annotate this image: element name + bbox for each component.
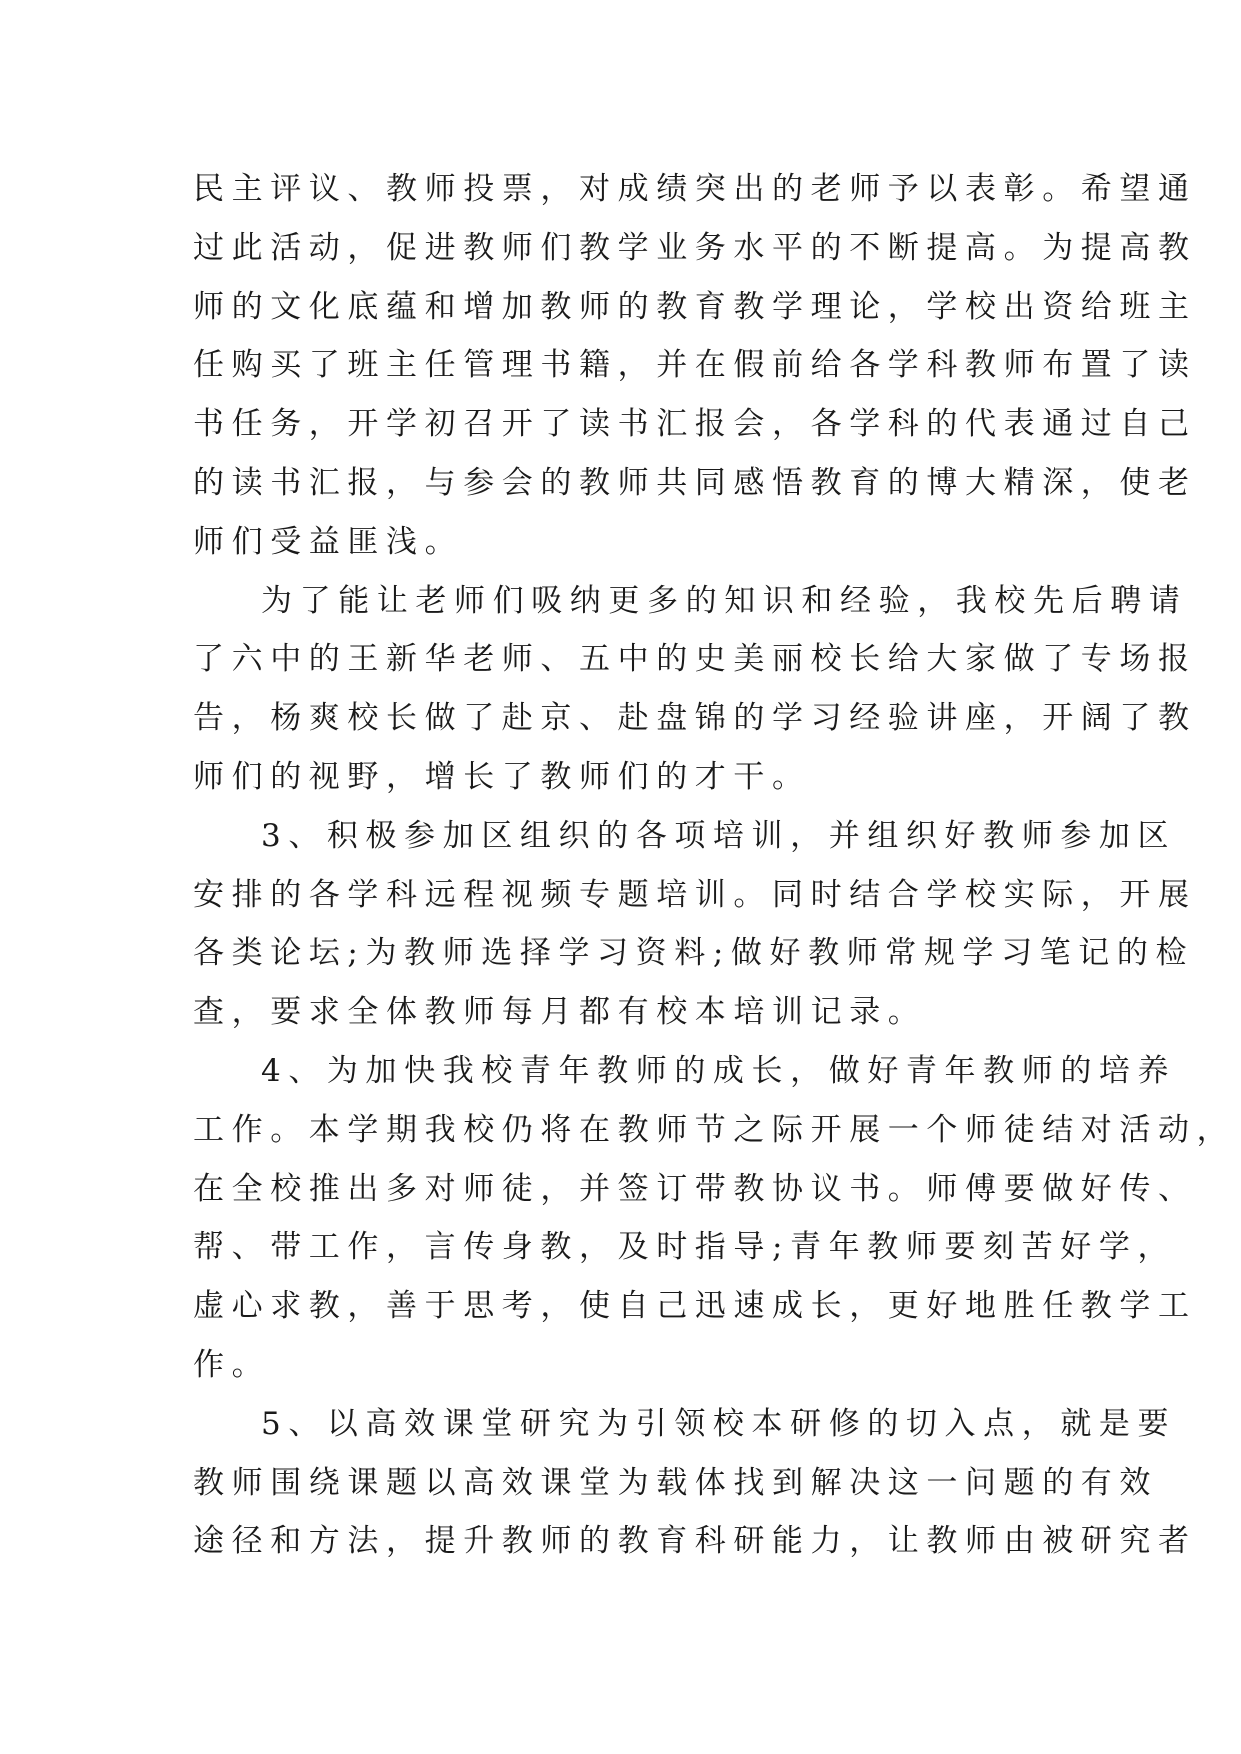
text-line: 师们受益匪浅。 (193, 523, 464, 560)
paragraph-first-line: 3、积极参加区组织的各项培训，并组织好教师参加区 (261, 817, 1177, 854)
text-line: 书任务，开学初召开了读书汇报会，各学科的代表通过自己 (193, 406, 1197, 443)
text-line: 民主评议、教师投票，对成绩突出的老师予以表彰。希望通 (193, 171, 1197, 207)
text-line: 过此活动，促进教师们教学业务水平的不断提高。为提高教 (193, 229, 1197, 266)
text-line: 虚心求教，善于思考，使自己迅速成长，更好地胜任教学工 (193, 1288, 1197, 1325)
text-line: 工作。本学期我校仍将在教师节之际开展一个师徒结对活动， (193, 1111, 1236, 1148)
text-line: 的读书汇报，与参会的教师共同感悟教育的博大精深，使老 (193, 464, 1197, 501)
text-line: 在全校推出多对师徒，并签订带教协议书。师傅要做好传、 (193, 1170, 1197, 1207)
text-line: 任购买了班主任管理书籍，并在假前给各学科教师布置了读 (193, 347, 1197, 384)
text-line: 查，要求全体教师每月都有校本培训记录。 (193, 994, 927, 1031)
text-line: 安排的各学科远程视频专题培训。同时结合学校实际，开展 (193, 876, 1197, 913)
text-line: 师的文化底蕴和增加教师的教育教学理论，学校出资给班主 (193, 288, 1197, 325)
text-line: 告，杨爽校长做了赴京、赴盘锦的学习经验讲座，开阔了教 (193, 700, 1197, 737)
text-line: 帮、带工作，言传身教，及时指导;青年教师要刻苦好学， (193, 1229, 1177, 1266)
paragraph-first-line: 为了能让老师们吸纳更多的知识和经验，我校先后聘请 (261, 582, 1188, 619)
text-line: 途径和方法，提升教师的教育科研能力，让教师由被研究者 (193, 1523, 1197, 1560)
text-line: 作。 (193, 1346, 271, 1383)
text-line: 教师围绕课题以高效课堂为载体找到解决这一问题的有效 (193, 1464, 1158, 1501)
body-text (193, 160, 1236, 1571)
text-line: 了六中的王新华老师、五中的史美丽校长给大家做了专场报 (193, 641, 1197, 678)
text-line: 各类论坛;为教师选择学习资料;做好教师常规学习笔记的检 (193, 935, 1195, 972)
text-line: 师们的视野，增长了教师们的才干。 (193, 758, 811, 795)
paragraph-first-line: 5、以高效课堂研究为引领校本研修的切入点，就是要 (261, 1405, 1177, 1442)
paragraph-first-line: 4、为加快我校青年教师的成长，做好青年教师的培养 (261, 1052, 1177, 1089)
